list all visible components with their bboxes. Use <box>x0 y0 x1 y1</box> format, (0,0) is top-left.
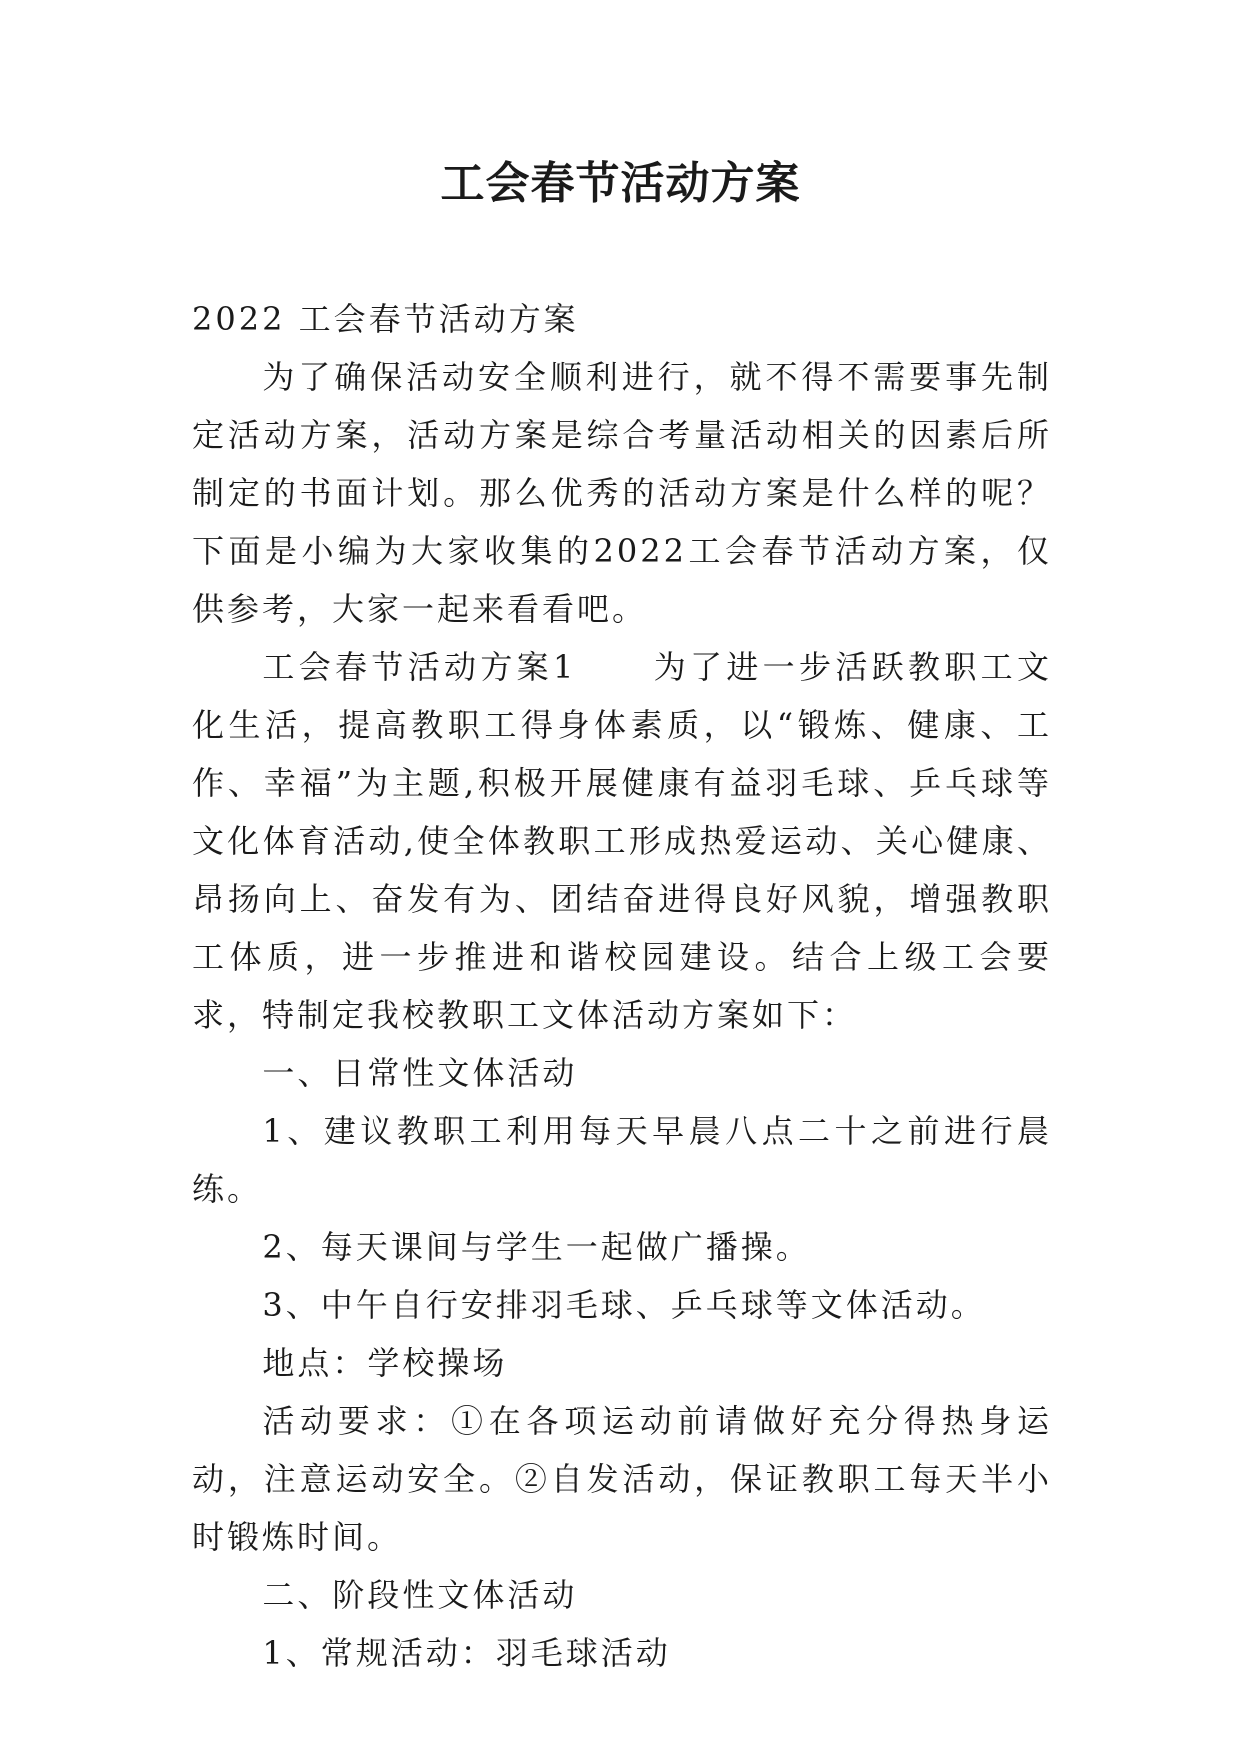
requirements-paragraph: 活动要求：①在各项运动前请做好充分得热身运动，注意运动安全。②自发活动，保证教职工每天半小时锻炼时间。 <box>192 1402 1052 1556</box>
plan1-heading: 工会春节活动方案1 <box>262 648 577 686</box>
location-line: 地点：学校操场 <box>262 1344 508 1382</box>
plan1-paragraph <box>192 638 1052 1044</box>
intro-paragraph: 为了确保活动安全顺利进行，就不得不需要事先制定活动方案，活动方案是综合考量活动相关的因素后所制定的书面计划。那么优秀的活动方案是什么样的呢？下面是小编为大家收集的2022工会春节活动方案，仅供参考，大家一起来看看吧。 <box>192 358 1052 628</box>
document-subtitle: 2022 工会春节活动方案 <box>192 300 579 338</box>
document-title: 工会春节活动方案 <box>440 158 801 209</box>
document-body <box>192 290 1052 1682</box>
section-heading-periodic: 二、阶段性文体活动 <box>262 1576 578 1614</box>
plan1-body: 为了进一步活跃教职工文化生活，提高教职工得身体素质，以“锻炼、健康、工作、幸福”为主题,积极开展健康有益羽毛球、乒乓球等文化体育活动,使全体教职工形成热爱运动、关心健康、昂扬向上、奋发有为、团结奋进得良好风貌，增强教职工体质，进一步推进和谐校园建设。结合上级工会要求，特制定我校教职工文体活动方案如下： <box>192 648 1052 1034</box>
section-heading-daily: 一、日常性文体活动 <box>262 1054 578 1092</box>
list-item: 1、常规活动：羽毛球活动 <box>262 1634 671 1672</box>
list-item: 2、每天课间与学生一起做广播操。 <box>262 1228 811 1266</box>
list-item: 1、建议教职工利用每天早晨八点二十之前进行晨练。 <box>192 1112 1052 1208</box>
list-item: 3、中午自行安排羽毛球、乒乓球等文体活动。 <box>262 1286 986 1324</box>
